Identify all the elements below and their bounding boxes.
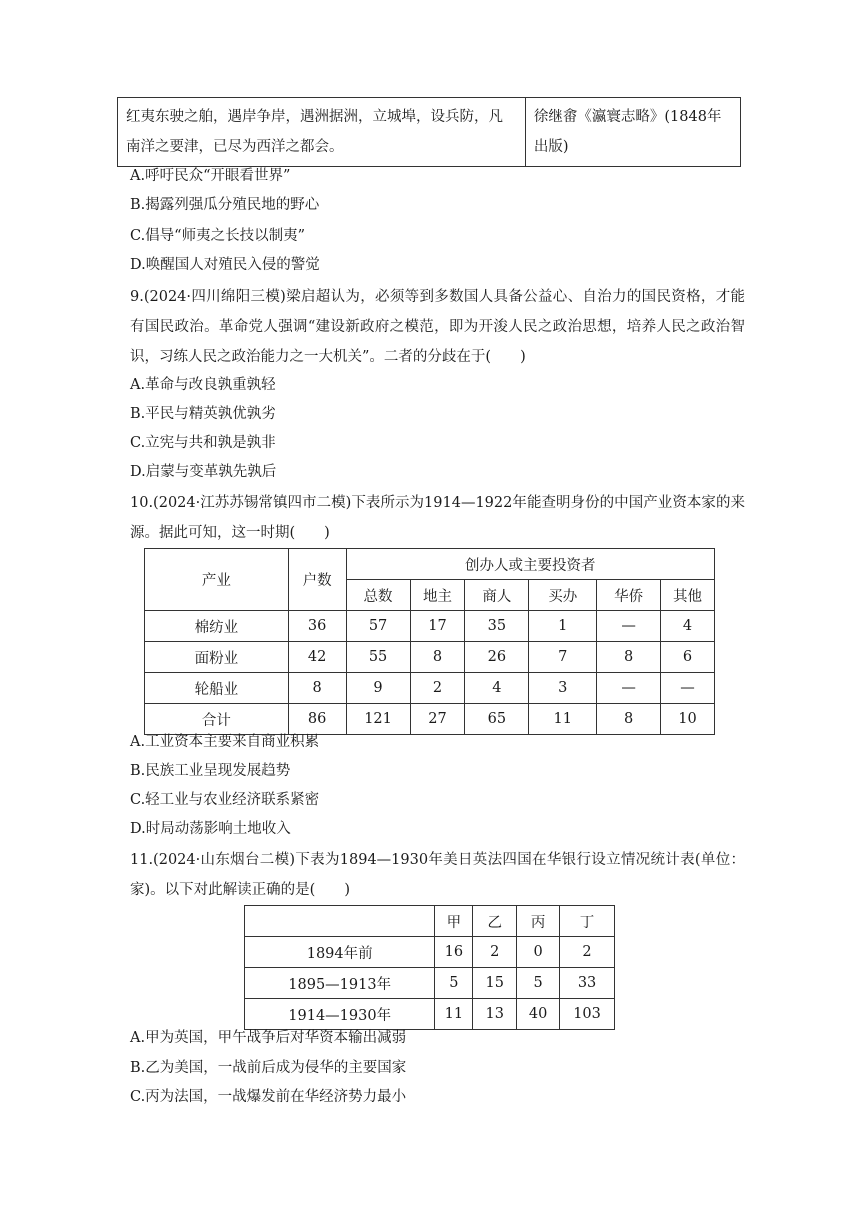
table-cell: 86 (288, 704, 346, 735)
q11-option-c: C.丙为法国，一战爆发前在华经济势力最小 (130, 1089, 407, 1105)
table-cell: 棉纺业 (145, 611, 289, 642)
q11-option-b: B.乙为美国，一战前后成为侵华的主要国家 (130, 1060, 407, 1076)
header-founders: 创办人或主要投资者 (346, 549, 714, 580)
subheader-cell: 地主 (410, 580, 465, 611)
table-cell: 4 (465, 673, 529, 704)
q11-stem: 11.(2024·山东烟台二模)下表为1894—1930年美日英法四国在华银行设立情况统计表(单位：家)。以下对此解读正确的是( ) (130, 852, 745, 898)
table-cell: 面粉业 (145, 642, 289, 673)
table-cell: 8 (288, 673, 346, 704)
table-row (245, 968, 615, 999)
quote-row (118, 98, 741, 167)
table-cell: 35 (465, 611, 529, 642)
table-cell: 11 (529, 704, 597, 735)
q10-option-d: D.时局动荡影响土地收入 (130, 821, 291, 837)
table-cell: 17 (410, 611, 465, 642)
header-cell: 乙 (473, 906, 517, 937)
header-cell: 甲 (435, 906, 473, 937)
table-header-row (245, 906, 615, 937)
table-cell: 40 (517, 999, 560, 1030)
table-row (145, 642, 715, 673)
table-cell: 1 (529, 611, 597, 642)
header-industry: 产业 (145, 549, 289, 611)
q10-option-b: B.民族工业呈现发展趋势 (130, 763, 291, 779)
table-cell: 5 (435, 968, 473, 999)
header-cell (245, 906, 435, 937)
q8-option-c: C.倡导“师夷之长技以制夷” (130, 228, 306, 244)
table-cell: 8 (597, 642, 661, 673)
q11-option-a: A.甲为英国，甲午战争后对华资本输出减弱 (130, 1030, 407, 1046)
table-row (145, 673, 715, 704)
industry-capital-table (144, 548, 715, 735)
table-cell: 6 (661, 642, 715, 673)
table-cell: 3 (529, 673, 597, 704)
table-cell: 2 (473, 937, 517, 968)
subheader-cell: 商人 (465, 580, 529, 611)
table-cell: 10 (661, 704, 715, 735)
table-cell: — (597, 611, 661, 642)
table-cell: 2 (410, 673, 465, 704)
table-cell: 42 (288, 642, 346, 673)
table-cell: 11 (435, 999, 473, 1030)
q8-option-b: B.揭露列强瓜分殖民地的野心 (130, 197, 320, 213)
table-cell: 1895—1913年 (245, 968, 435, 999)
header-cell: 丙 (517, 906, 560, 937)
table-row (245, 999, 615, 1030)
q9-option-d: D.启蒙与变革孰先孰后 (130, 464, 277, 480)
table-row (245, 937, 615, 968)
table-cell: 4 (661, 611, 715, 642)
table-cell: 2 (560, 937, 615, 968)
table-cell: 103 (560, 999, 615, 1030)
subheader-cell: 买办 (529, 580, 597, 611)
q9-option-b: B.平民与精英孰优孰劣 (130, 406, 276, 422)
table-cell: 1914—1930年 (245, 999, 435, 1030)
table-cell: 8 (597, 704, 661, 735)
q10-option-a: A.工业资本主要来自商业积累 (130, 734, 320, 750)
table-cell: 65 (465, 704, 529, 735)
subheader-cell: 总数 (346, 580, 410, 611)
bank-statistics-table (244, 905, 615, 1030)
q10-option-c: C.轻工业与农业经济联系紧密 (130, 792, 320, 808)
table-cell: 8 (410, 642, 465, 673)
table-cell: 121 (346, 704, 410, 735)
table-row (145, 611, 715, 642)
table-cell: 轮船业 (145, 673, 289, 704)
header-cell: 丁 (560, 906, 615, 937)
table-cell: 33 (560, 968, 615, 999)
table-cell: 26 (465, 642, 529, 673)
header-households: 户数 (288, 549, 346, 611)
table-cell: — (597, 673, 661, 704)
table-cell: 16 (435, 937, 473, 968)
q10-stem: 10.(2024·江苏苏锡常镇四市二模)下表所示为1914—1922年能查明身份的中国产业资本家的来源。据此可知，这一时期( ) (130, 495, 745, 541)
q9-option-c: C.立宪与共和孰是孰非 (130, 435, 276, 451)
table-header-row (145, 549, 715, 580)
quote-table (117, 97, 741, 167)
table-cell: 1894年前 (245, 937, 435, 968)
table-cell: 15 (473, 968, 517, 999)
table-cell: 36 (288, 611, 346, 642)
table-cell: — (661, 673, 715, 704)
table-cell: 5 (517, 968, 560, 999)
table-cell: 0 (517, 937, 560, 968)
table-cell: 合计 (145, 704, 289, 735)
subheader-cell: 其他 (661, 580, 715, 611)
table-cell: 27 (410, 704, 465, 735)
table-cell: 9 (346, 673, 410, 704)
table-cell: 13 (473, 999, 517, 1030)
table-row-total (145, 704, 715, 735)
q9-option-a: A.革命与改良孰重孰轻 (130, 377, 276, 393)
table-cell: 57 (346, 611, 410, 642)
quote-text: 红夷东驶之舶，遇岸争岸，遇洲据洲，立城埠，设兵防，凡南洋之要津，已尽为西洋之都会。 (118, 98, 526, 167)
q8-option-d: D.唤醒国人对殖民入侵的警觉 (130, 257, 320, 273)
table-cell: 55 (346, 642, 410, 673)
table-cell: 7 (529, 642, 597, 673)
q9-stem: 9.(2024·四川绵阳三模)梁启超认为，必须等到多数国人具备公益心、自治力的国民资格，才能有国民政治。革命党人强调“建设新政府之模范，即为开浚人民之政治思想，培养人民之政治智识，习练人民之政治能力之一大机关”。二者的分歧在于( ) (130, 289, 745, 365)
q8-option-a: A.呼吁民众“开眼看世界” (130, 168, 291, 184)
subheader-cell: 华侨 (597, 580, 661, 611)
quote-source: 徐继畬《瀛寰志略》(1848年出版) (525, 98, 740, 167)
